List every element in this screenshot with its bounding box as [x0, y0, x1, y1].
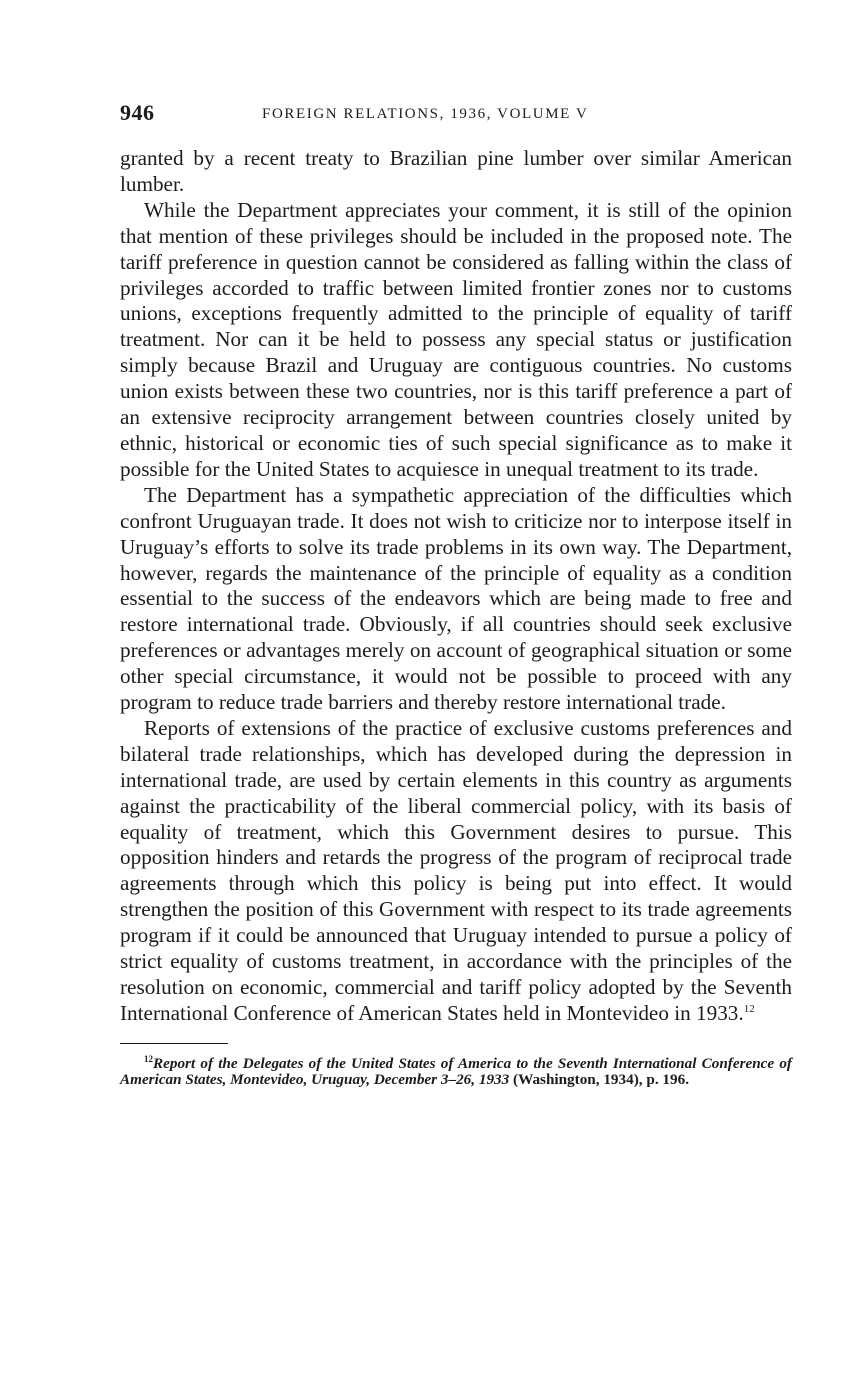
- footnote-publication: (Washington, 1934), p. 196.: [509, 1071, 689, 1089]
- footnote-title: Report of the Delegates of the United States of America to the Seventh International Conference of American States, Montevideo, Uruguay, December 3–26, 1933: [120, 1054, 792, 1089]
- body-text: [120, 146, 792, 1027]
- running-header: [120, 100, 792, 134]
- footnote: [120, 1053, 792, 1089]
- page-number: 946: [120, 100, 155, 125]
- running-title: FOREIGN RELATIONS, 1936, VOLUME V: [262, 106, 589, 122]
- paragraph: The Department has a sympathetic appreciation of the difficulties which confront Uruguayan trade. It does not wish to criticize nor to interpose itself in Uruguay’s efforts to solve its trade problems in its own way. The Department, however, regards the maintenance of the principle of equality as a condition essential to the success of the endeavors which are being made to free and restore international trade. Obviously, if all countries should seek exclusive preferences or advantages merely on account of geographical situation or some other special circumstance, it would not be possible to proceed with any program to reduce trade barriers and thereby restore international trade.: [120, 482, 792, 715]
- footnote-marker: 12: [144, 1053, 153, 1064]
- paragraph-text: Reports of extensions of the practice of exclusive customs preferences and bilateral trade relationships, which has developed during the depression in international trade, are used by certain elements in this country as arguments against the practicability of the liberal commercial policy, with its basis of equality of treatment, which this Government desires to pursue. This opposition hinders and retards the progress of the program of reciprocal trade agreements through which this policy is being put into effect. It would strengthen the position of this Government with respect to its trade agreements program if it could be announced that Uruguay intended to pursue a policy of strict equality of customs treatment, in accordance with the principles of the resolution on economic, commercial and tariff policy adopted by the Seventh International Conference of American States held in Montevideo in 1933.: [120, 715, 792, 1025]
- footnote-reference: 12: [743, 1002, 755, 1015]
- document-page: [120, 100, 792, 1089]
- paragraph-continued: granted by a recent treaty to Brazilian pine lumber over similar American lumber.: [120, 146, 792, 196]
- footnote-divider: [120, 1043, 228, 1044]
- paragraph-with-footnote: [120, 716, 792, 1027]
- paragraph: While the Department appreciates your comment, it is still of the opinion that mention of these privileges should be included in the proposed note. The tariff preference in question cannot be considered as falling within the class of privileges accorded to traffic between limited frontier zones nor to customs unions, exceptions frequently admitted to the principle of equality of tariff treatment. Nor can it be held to possess any special status or justification simply because Brazil and Uruguay are contiguous countries. No customs union exists between these two countries, nor is this tariff preference a part of an extensive reciprocity arrangement between countries closely united by ethnic, historical or economic ties of such special significance as to make it possible for the United States to acquiesce in unequal treatment to its trade.: [120, 197, 792, 481]
